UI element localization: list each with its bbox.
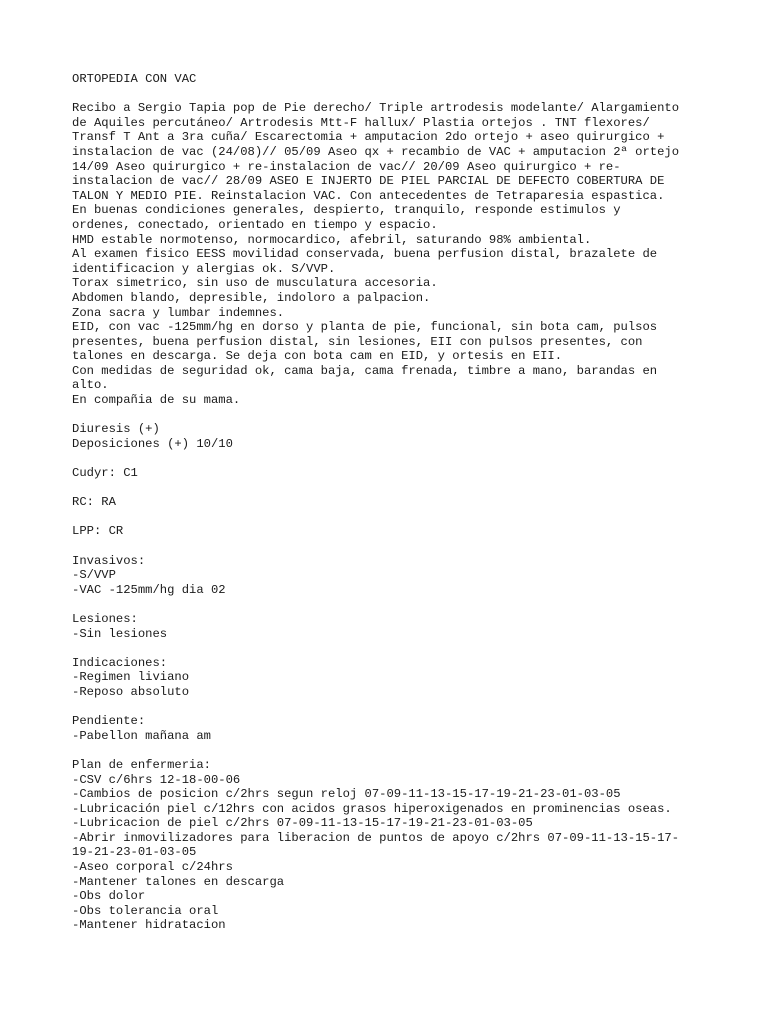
pendiente-item: -Pabellon mañana am bbox=[72, 728, 211, 743]
pendiente-section bbox=[72, 714, 712, 743]
document-page bbox=[72, 72, 712, 933]
pendiente-heading: Pendiente: bbox=[72, 714, 146, 729]
plan-item: -CSV c/6hrs 12-18-00-06 bbox=[72, 772, 241, 787]
invasivos-item: -S/VVP bbox=[72, 568, 116, 583]
spacer bbox=[72, 743, 712, 758]
document-title: ORTOPEDIA CON VAC bbox=[72, 72, 197, 86]
lesiones-section bbox=[72, 612, 712, 641]
spacer bbox=[72, 451, 712, 466]
lesiones-item: -Sin lesiones bbox=[72, 626, 168, 641]
narrative-section bbox=[72, 101, 712, 407]
spacer bbox=[72, 597, 712, 612]
narrative-line: EID, con vac -125mm/hg en dorso y planta de pie, funcional, sin bota cam, pulsos bbox=[72, 320, 658, 335]
invasivos-section bbox=[72, 554, 712, 598]
narrative-line: instalacion de vac// 28/09 ASEO E INJERTO DE PIEL PARCIAL DE DEFECTO COBERTURA DE bbox=[72, 174, 665, 189]
narrative-line: identificacion y alergias ok. S/VVP. bbox=[72, 261, 336, 276]
plan-item: -Abrir inmovilizadores para liberacion de puntos de apoyo c/2hrs 07-09-11-13-15-17- bbox=[72, 830, 680, 845]
invasivos-heading: Invasivos: bbox=[72, 553, 146, 568]
eliminacion-section bbox=[72, 422, 712, 451]
narrative-line: En buenas condiciones generales, despierto, tranquilo, responde estimulos y bbox=[72, 203, 621, 218]
spacer bbox=[72, 481, 712, 496]
plan-item: -Obs tolerancia oral bbox=[72, 903, 219, 918]
lesiones-heading: Lesiones: bbox=[72, 611, 138, 626]
narrative-line: alto. bbox=[72, 378, 109, 393]
plan-item: -Aseo corporal c/24hrs bbox=[72, 860, 233, 875]
rc-line: RC: RA bbox=[72, 495, 116, 510]
spacer bbox=[72, 510, 712, 525]
narrative-line: instalacion de vac (24/08)// 05/09 Aseo qx + recambio de VAC + amputacion 2ª ortejo bbox=[72, 144, 680, 159]
narrative-line: Recibo a Sergio Tapia pop de Pie derecho/ Triple artrodesis modelante/ Alargamiento bbox=[72, 101, 680, 116]
narrative-line: HMD estable normotenso, normocardico, afebril, saturando 98% ambiental. bbox=[72, 232, 592, 247]
narrative-line: de Aquiles percutáneo/ Artrodesis Mtt-F hallux/ Plastia ortejos . TNT flexores/ bbox=[72, 115, 650, 130]
plan-item: 19-21-23-01-03-05 bbox=[72, 845, 197, 860]
narrative-line: TALON Y MEDIO PIE. Reinstalacion VAC. Con antecedentes de Tetraparesia espastica. bbox=[72, 188, 665, 203]
plan-section bbox=[72, 758, 712, 933]
plan-item: -Mantener hidratacion bbox=[72, 918, 226, 933]
narrative-line: En compañia de su mama. bbox=[72, 393, 241, 408]
lpp-line: LPP: CR bbox=[72, 524, 124, 539]
plan-item: -Lubricación piel c/12hrs con acidos grasos hiperoxigenados en prominencias oseas. bbox=[72, 801, 672, 816]
plan-item: -Lubricacion de piel c/2hrs 07-09-11-13-15-17-19-21-23-01-03-05 bbox=[72, 816, 533, 831]
plan-item: -Cambios de posicion c/2hrs segun reloj 07-09-11-13-15-17-19-21-23-01-03-05 bbox=[72, 787, 621, 802]
narrative-line: talones en descarga. Se deja con bota cam en EID, y ortesis en EII. bbox=[72, 349, 563, 364]
plan-item: -Mantener talones en descarga bbox=[72, 874, 285, 889]
spacer bbox=[72, 539, 712, 554]
spacer bbox=[72, 87, 712, 102]
spacer bbox=[72, 700, 712, 715]
narrative-line: Torax simetrico, sin uso de musculatura accesoria. bbox=[72, 276, 438, 291]
spacer bbox=[72, 641, 712, 656]
narrative-line: ordenes, conectado, orientado en tiempo y espacio. bbox=[72, 217, 438, 232]
narrative-line: Al examen fisico EESS movilidad conservada, buena perfusion distal, brazalete de bbox=[72, 247, 658, 262]
spacer bbox=[72, 408, 712, 423]
narrative-line: Abdomen blando, depresible, indoloro a palpacion. bbox=[72, 290, 431, 305]
diuresis-line: Diuresis (+) bbox=[72, 422, 160, 437]
indicaciones-section bbox=[72, 656, 712, 700]
plan-item: -Obs dolor bbox=[72, 889, 146, 904]
indicaciones-item: -Regimen liviano bbox=[72, 670, 190, 685]
deposiciones-line: Deposiciones (+) 10/10 bbox=[72, 436, 233, 451]
plan-heading: Plan de enfermeria: bbox=[72, 757, 211, 772]
indicaciones-item: -Reposo absoluto bbox=[72, 684, 190, 699]
narrative-line: 14/09 Aseo quirurgico + re-instalacion de vac// 20/09 Aseo quirurgico + re- bbox=[72, 159, 621, 174]
invasivos-item: -VAC -125mm/hg dia 02 bbox=[72, 582, 226, 597]
narrative-line: Zona sacra y lumbar indemnes. bbox=[72, 305, 285, 320]
cudyr-line: Cudyr: C1 bbox=[72, 466, 138, 481]
narrative-line: presentes, buena perfusion distal, sin lesiones, EII con pulsos presentes, con bbox=[72, 334, 643, 349]
narrative-line: Con medidas de seguridad ok, cama baja, cama frenada, timbre a mano, barandas en bbox=[72, 363, 658, 378]
narrative-line: Transf T Ant a 3ra cuña/ Escarectomia + amputacion 2do ortejo + aseo quirurgico + bbox=[72, 130, 665, 145]
indicaciones-heading: Indicaciones: bbox=[72, 655, 168, 670]
